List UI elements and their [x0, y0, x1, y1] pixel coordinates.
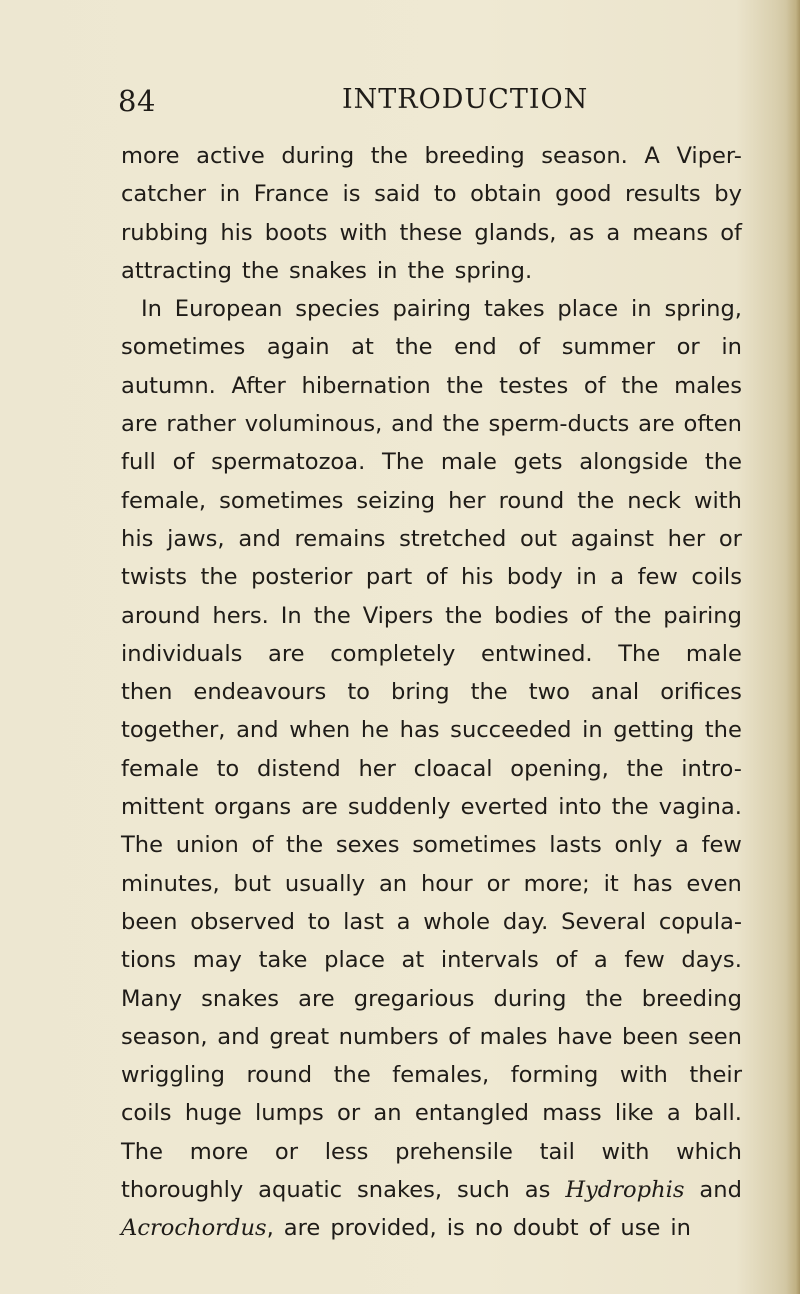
text-line: are rather voluminous, and the sperm-ducts are often: [121, 411, 742, 438]
text-line: been observed to last a whole day. Several copula-: [121, 908, 742, 935]
text-line: individuals are completely entwined. The male: [121, 640, 742, 667]
text-line: female, sometimes seizing her round the neck with: [121, 487, 742, 514]
text-line: autumn. After hibernation the testes of the males: [121, 372, 742, 399]
text-line: together, and when he has succeeded in getting the: [121, 717, 742, 744]
text-line: rubbing his boots with these glands, as a means of: [121, 219, 742, 246]
text-line: sometimes again at the end of summer or in: [121, 334, 742, 361]
page-number: 84: [118, 84, 156, 118]
text-line: twists the posterior part of his body in a few coils: [121, 564, 742, 591]
text-line: around hers. In the Vipers the bodies of the pairing: [121, 602, 742, 629]
text-line: catcher in France is said to obtain good results by: [121, 181, 742, 208]
body-text: [121, 137, 742, 1248]
text-line: The more or less prehensile tail with which: [121, 1138, 742, 1165]
page-edge-shadow: [786, 0, 800, 1294]
text-line: female to distend her cloacal opening, the intro-: [121, 755, 742, 782]
text-line: his jaws, and remains stretched out against her or: [121, 525, 742, 552]
text-line: attracting the snakes in the spring.: [121, 257, 533, 284]
running-head: [0, 84, 800, 124]
text-line: wriggling round the females, forming with their: [121, 1062, 742, 1089]
text-line: minutes, but usually an hour or more; it has even: [121, 870, 742, 897]
running-title: INTRODUCTION: [342, 84, 589, 115]
text-line: Many snakes are gregarious during the breeding: [121, 985, 742, 1012]
text-line: The union of the sexes sometimes lasts only a few: [121, 832, 742, 859]
text-line: full of spermatozoa. The male gets alongside the: [121, 449, 742, 476]
text-line: thoroughly aquatic snakes, such as Hydrophis and: [121, 1177, 742, 1204]
text-line: more active during the breeding season. A Viper-: [121, 143, 742, 169]
text-line: tions may take place at intervals of a few days.: [121, 947, 742, 974]
text-line: coils huge lumps or an entangled mass like a ball.: [121, 1100, 742, 1127]
text-line: Acrochordus, are provided, is no doubt of use in: [121, 1215, 691, 1242]
text-line: mittent organs are suddenly everted into the vagina.: [121, 794, 742, 821]
text-line: In European species pairing takes place in spring,: [141, 296, 742, 323]
text-line: then endeavours to bring the two anal orifices: [121, 679, 742, 706]
text-line: season, and great numbers of males have been seen: [121, 1023, 742, 1050]
